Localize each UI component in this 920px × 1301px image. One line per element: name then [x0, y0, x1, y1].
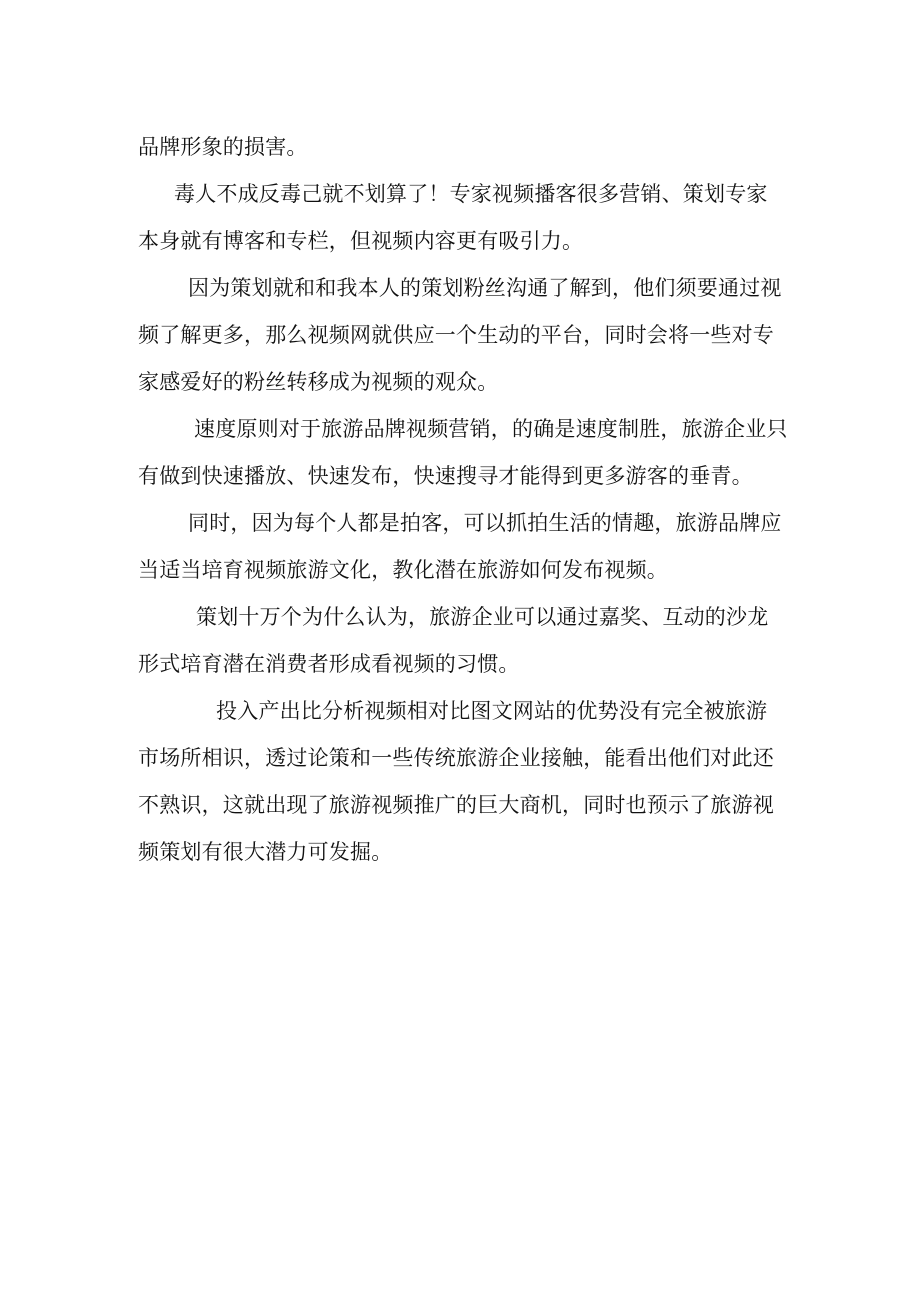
- paragraph-2: 毒人不成反毒己就不划算了！专家视频播客很多营销、策划专家本身就有博客和专栏，但视频内容更有吸引力。: [138, 182, 768, 253]
- paragraph-6: 策划十万个为什么认为，旅游企业可以通过嘉奖、互动的沙龙形式培育潜在消费者形成看视频的习惯。: [138, 605, 769, 676]
- paragraph-4: 速度原则对于旅游品牌视频营销，的确是速度制胜，旅游企业只有做到快速播放、快速发布，快速搜寻才能得到更多游客的垂青。: [138, 417, 788, 488]
- paragraph-1: 品牌形象的损害。: [138, 135, 308, 159]
- paragraph-7: 投入产出比分析视频相对比图文网站的优势没有完全被旅游市场所相识，透过论策和一些传统旅游企业接触，能看出他们对此还不熟识，这就出现了旅游视频推广的巨大商机，同时也预示了旅游视频策划有很大潜力可发掘。: [138, 699, 774, 864]
- paragraph-5: 同时，因为每个人都是拍客，可以抓拍生活的情趣，旅游品牌应当适当培育视频旅游文化，教化潜在旅游如何发布视频。: [138, 511, 782, 582]
- paragraph-3: 因为策划就和和我本人的策划粉丝沟通了解到，他们须要通过视频了解更多，那么视频网就供应一个生动的平台，同时会将一些对专家感爱好的粉丝转移成为视频的观众。: [138, 276, 782, 394]
- document-body: [138, 124, 788, 876]
